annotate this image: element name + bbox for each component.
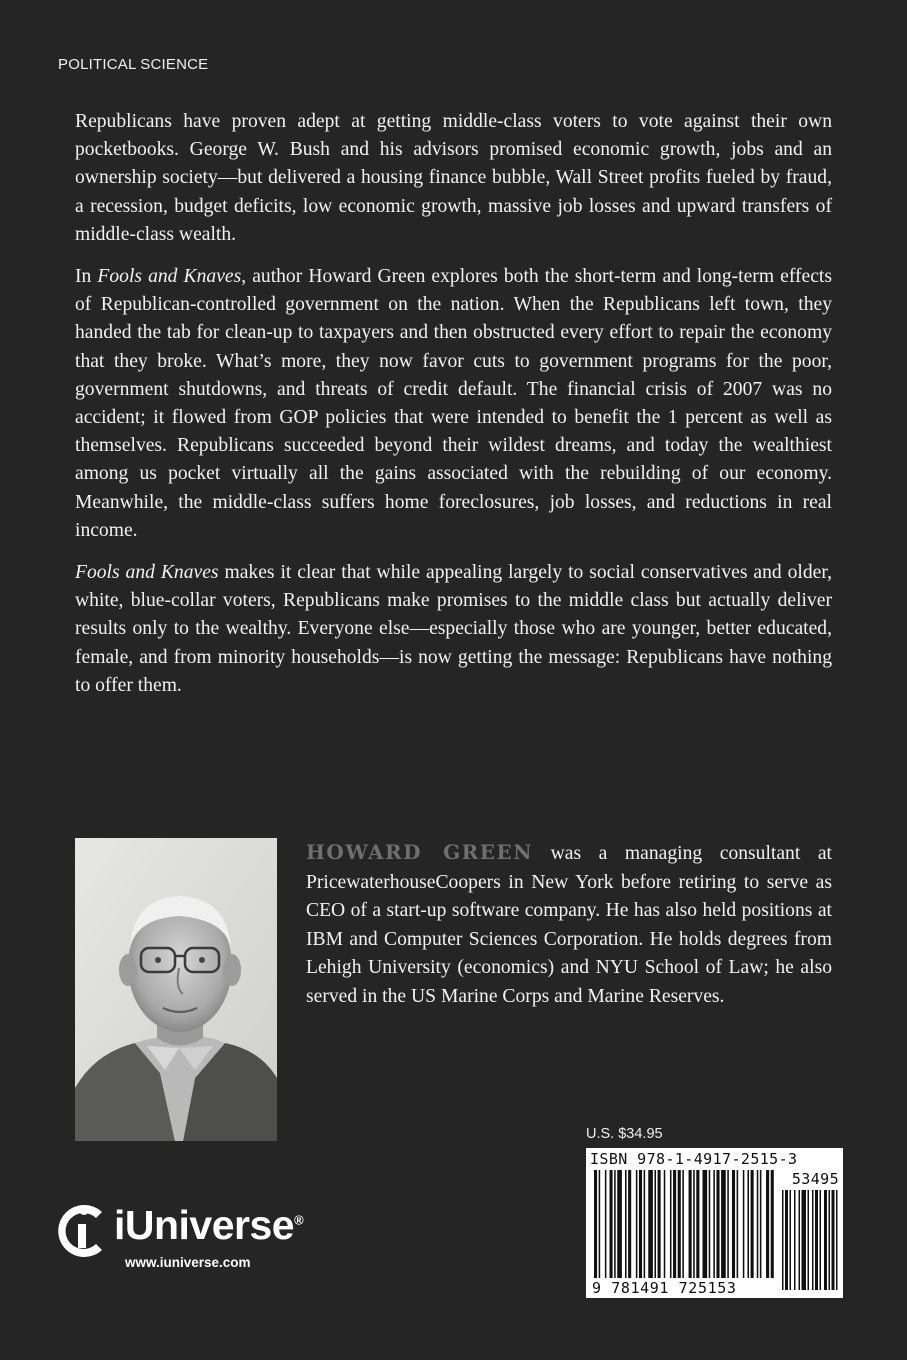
- barcode-addon-bar: [799, 1190, 801, 1290]
- barcode-addon-bar: [832, 1190, 835, 1290]
- barcode-bar: [743, 1170, 745, 1278]
- blurb-p3-text: makes it clear that while appealing largely to social conservatives and older, white, blue-collar voters, Republicans make promises to the middle class but actually deliver results only to the wealthy. Everyone else—especially those who are younger, better educated, female, and from minority households—is now getting the message: Republicans have nothing to offer them.: [75, 562, 833, 696]
- publisher-name-text: iUniverse: [114, 1202, 295, 1248]
- barcode-addon-bar: [794, 1190, 796, 1290]
- barcode-bar: [737, 1170, 739, 1278]
- barcode-bar: [664, 1170, 666, 1278]
- barcode-bar: [732, 1170, 735, 1278]
- barcode-bar: [670, 1170, 672, 1278]
- blurb-p2-text: , author Howard Green explores both the short-term and long-term effects of Republican-controlled government on the nation. When the Republicans left town, they handed the tab for clean-up to taxpayers and then obstructed every effort to repair the economy that they broke. What’s more, they now favor cuts to government programs for the poor, government shutdowns, and threats of credit default. The financial crisis of 2007 was no accident; it flowed from GOP policies that were intended to benefit the 1 percent as well as themselves. Republicans succeeded beyond their wildest dreams, and today the wealthiest among us pocket virtually all the gains associated with the rebuilding of our economy. Meanwhile, the middle-class suffers home foreclosures, job losses, and reductions in real income.: [75, 266, 832, 541]
- publisher-logo: [56, 1198, 376, 1278]
- barcode-bar: [760, 1170, 762, 1278]
- author-bio-text: was a managing consultant at PricewaterhouseCoopers in New York before retiring to serve as CEO of a start-up software company. He has also held positions at IBM and Computer Sciences Corporation. He holds degrees from Lehigh University (economics) and NYU School of Law; he also served in the US Marine Corps and Marine Reserves.: [306, 843, 832, 1007]
- book-title-italic: Fools and Knaves: [75, 562, 219, 584]
- author-name: HOWARD GREEN: [306, 840, 534, 864]
- barcode-addon-bar: [808, 1190, 810, 1290]
- barcode-bar: [644, 1170, 646, 1278]
- barcode-bar: [713, 1170, 715, 1278]
- author-bio: [306, 838, 832, 1011]
- barcode-addon-bar: [836, 1190, 838, 1290]
- price-code: 53495: [791, 1170, 839, 1188]
- barcode-bar: [654, 1170, 656, 1278]
- barcode-bar: [617, 1170, 622, 1278]
- barcode-bar: [751, 1170, 754, 1278]
- barcode-bar: [605, 1170, 607, 1278]
- isbn-barcode: [586, 1148, 843, 1298]
- category-label: POLITICAL SCIENCE: [58, 56, 209, 73]
- barcode-bar: [673, 1170, 676, 1278]
- barcode-addon-bar: [829, 1190, 831, 1290]
- author-portrait-illustration: [75, 838, 277, 1141]
- barcode-addon-bar: [790, 1190, 792, 1290]
- barcode-bar: [709, 1170, 711, 1278]
- barcode-addon-bar: [785, 1190, 788, 1290]
- blurb-paragraph-1: Republicans have proven adept at getting middle-class voters to vote against their own pocketbooks. George W. Bush and his advisors promised economic growth, jobs and an ownership society—but delivered a housing finance bubble, Wall Street profits fueled by fraud, a recession, budget deficits, low economic growth, massive job losses and upward transfers of middle-class wealth.: [75, 111, 832, 245]
- barcode-bar: [721, 1170, 726, 1278]
- barcode-bar: [689, 1170, 692, 1278]
- barcode-addon-bar: [802, 1190, 807, 1290]
- barcode-bar: [747, 1170, 749, 1278]
- blurb-p2-prefix: In: [75, 266, 98, 288]
- barcode-digits: 9 781491 725153: [592, 1279, 737, 1297]
- publisher-url: www.iuniverse.com: [125, 1255, 251, 1270]
- barcode-addon-bar: [812, 1190, 814, 1290]
- barcode-bar: [648, 1170, 653, 1278]
- barcode-bar: [703, 1170, 708, 1278]
- barcode-bar: [639, 1170, 642, 1278]
- barcode-bar: [594, 1170, 597, 1278]
- barcode-bar: [599, 1170, 601, 1278]
- book-title-italic: Fools and Knaves: [97, 266, 242, 288]
- barcode-bar: [678, 1170, 681, 1278]
- blurb-paragraph-2: [75, 263, 832, 545]
- barcode-bar: [636, 1170, 638, 1278]
- barcode-bar: [682, 1170, 684, 1278]
- barcode-bar: [757, 1170, 759, 1278]
- price-label: U.S. $34.95: [586, 1126, 663, 1142]
- barcode-bar: [610, 1170, 613, 1278]
- barcode-bar: [625, 1170, 627, 1278]
- barcode-addon-bar: [820, 1190, 822, 1290]
- barcode-addon-bar: [824, 1190, 827, 1290]
- publisher-name: [114, 1202, 303, 1249]
- barcode-bar: [614, 1170, 616, 1278]
- barcode-bar: [628, 1170, 631, 1278]
- barcode-bar: [658, 1170, 661, 1278]
- isbn-label: ISBN 978-1-4917-2515-3: [590, 1150, 798, 1168]
- barcode-bar: [727, 1170, 729, 1278]
- barcode-bar: [696, 1170, 699, 1278]
- registered-mark: ®: [294, 1212, 304, 1228]
- barcode-bar: [766, 1170, 769, 1278]
- iuniverse-logo-icon: [56, 1198, 114, 1262]
- author-photo: [75, 838, 277, 1141]
- barcode-bar: [693, 1170, 695, 1278]
- blurb-paragraph-3: [75, 559, 832, 700]
- back-cover-blurb: [75, 108, 832, 714]
- barcode-bar: [716, 1170, 719, 1278]
- barcode-addon-bar: [815, 1190, 818, 1290]
- barcode-bar: [771, 1170, 774, 1278]
- barcode-addon-bar: [782, 1190, 784, 1290]
